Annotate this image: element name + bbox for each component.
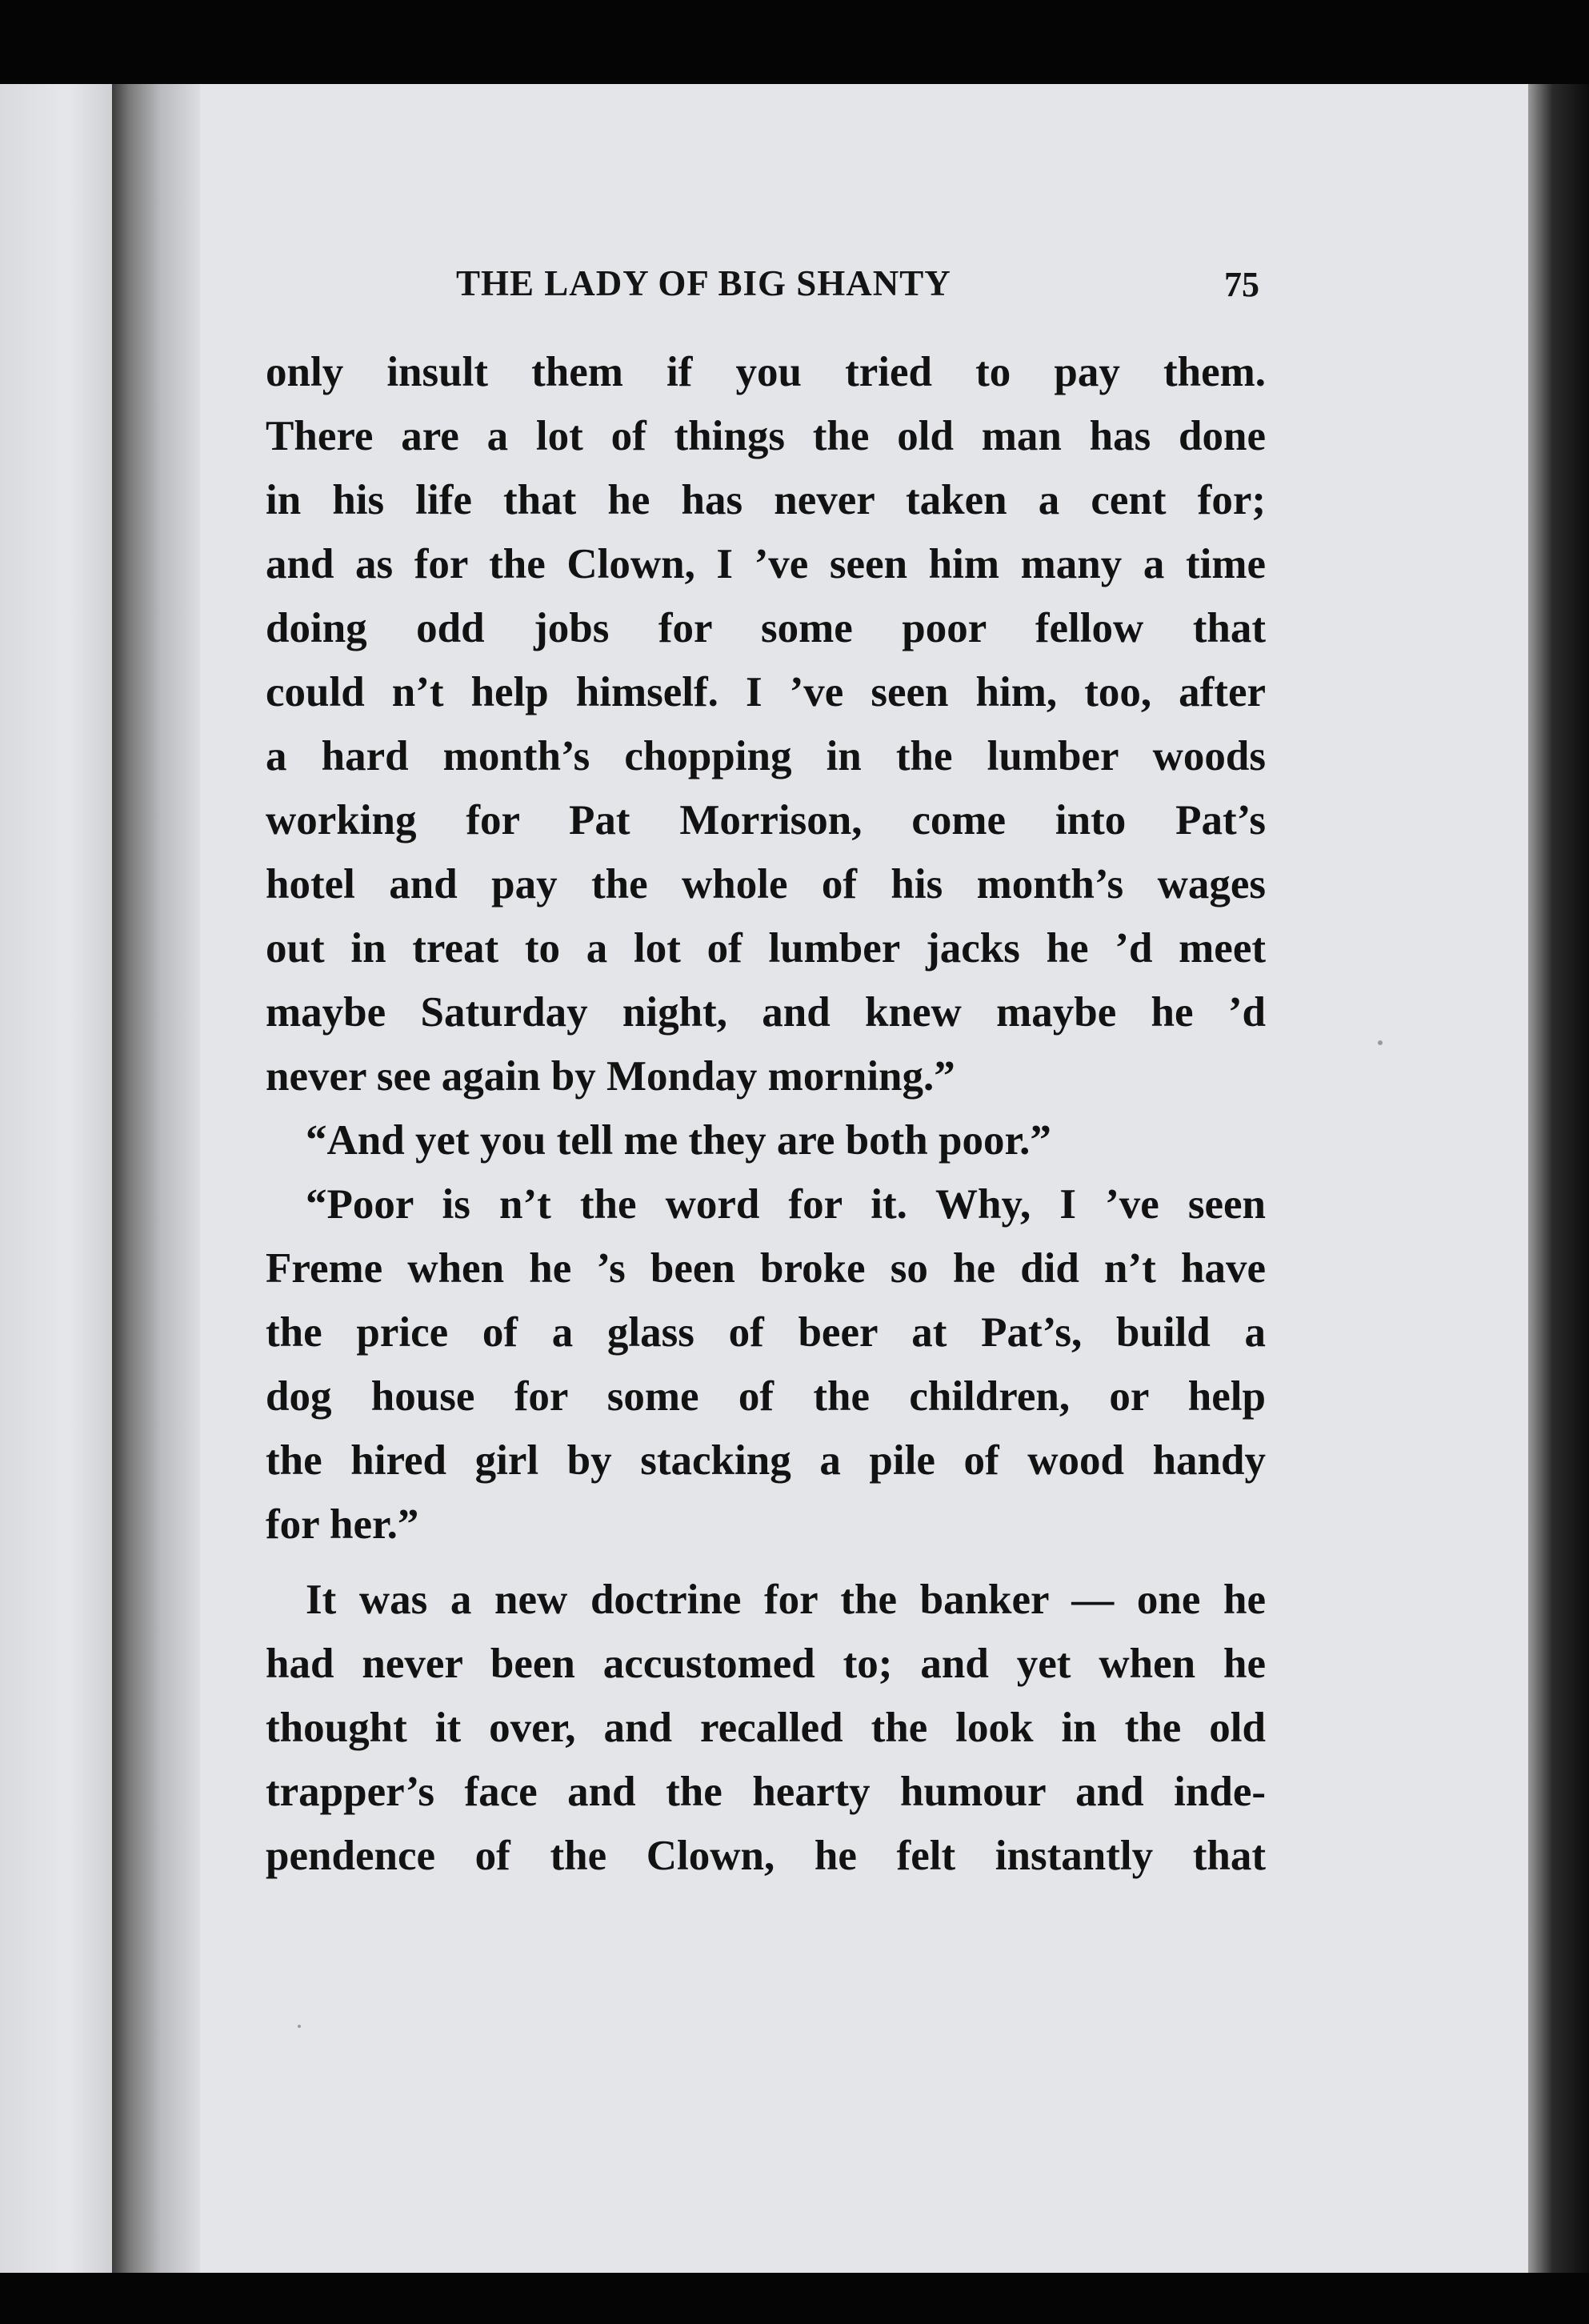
text-line: and as for the Clown, I ’ve seen him many a time	[266, 541, 1266, 587]
text-line: “Poor is n’t the word for it. Why, I ’ve seen	[306, 1181, 1266, 1228]
text-line: never see again by Monday morning.”	[266, 1053, 955, 1100]
page-number: 75	[1224, 265, 1259, 304]
text-line: a hard month’s chopping in the lumber woods	[266, 733, 1266, 779]
running-head-title: THE LADY OF BIG SHANTY	[456, 263, 951, 303]
text-line: the price of a glass of beer at Pat’s, build a	[266, 1309, 1266, 1356]
text-line: hotel and pay the whole of his month’s wages	[266, 861, 1266, 908]
text-line: It was a new doctrine for the banker — one he	[306, 1577, 1266, 1623]
paper-speck	[1378, 1040, 1383, 1045]
text-line: had never been accustomed to; and yet when he	[266, 1641, 1266, 1687]
text-line: “And yet you tell me they are both poor.”	[306, 1117, 1051, 1164]
text-line: doing odd jobs for some poor fellow that	[266, 605, 1266, 651]
text-line: pendence of the Clown, he felt instantly that	[266, 1833, 1266, 1879]
text-line: trapper’s face and the hearty humour and inde-	[266, 1769, 1266, 1815]
binding-gutter	[112, 84, 200, 2273]
page-body-text	[266, 340, 1266, 1888]
text-line: thought it over, and recalled the look in the old	[266, 1705, 1266, 1751]
right-page-edge	[1528, 84, 1589, 2273]
text-line: for her.”	[266, 1501, 419, 1548]
text-line: the hired girl by stacking a pile of wood handy	[266, 1437, 1266, 1484]
left-page-edge	[0, 84, 112, 2273]
text-line: could n’t help himself. I ’ve seen him, too, after	[266, 669, 1266, 715]
text-line: working for Pat Morrison, come into Pat’s	[266, 797, 1266, 843]
text-line: in his life that he has never taken a cent for;	[266, 477, 1266, 523]
text-line: dog house for some of the children, or help	[266, 1373, 1266, 1420]
paper-speck	[298, 2025, 301, 2028]
text-line: only insult them if you tried to pay them.	[266, 349, 1266, 395]
text-line: out in treat to a lot of lumber jacks he ’d meet	[266, 925, 1266, 972]
text-line: Freme when he ’s been broke so he did n’t have	[266, 1245, 1266, 1292]
text-line: There are a lot of things the old man has done	[266, 413, 1266, 459]
text-line: maybe Saturday night, and knew maybe he ’d	[266, 989, 1266, 1036]
paragraph-gap	[266, 1557, 1266, 1568]
